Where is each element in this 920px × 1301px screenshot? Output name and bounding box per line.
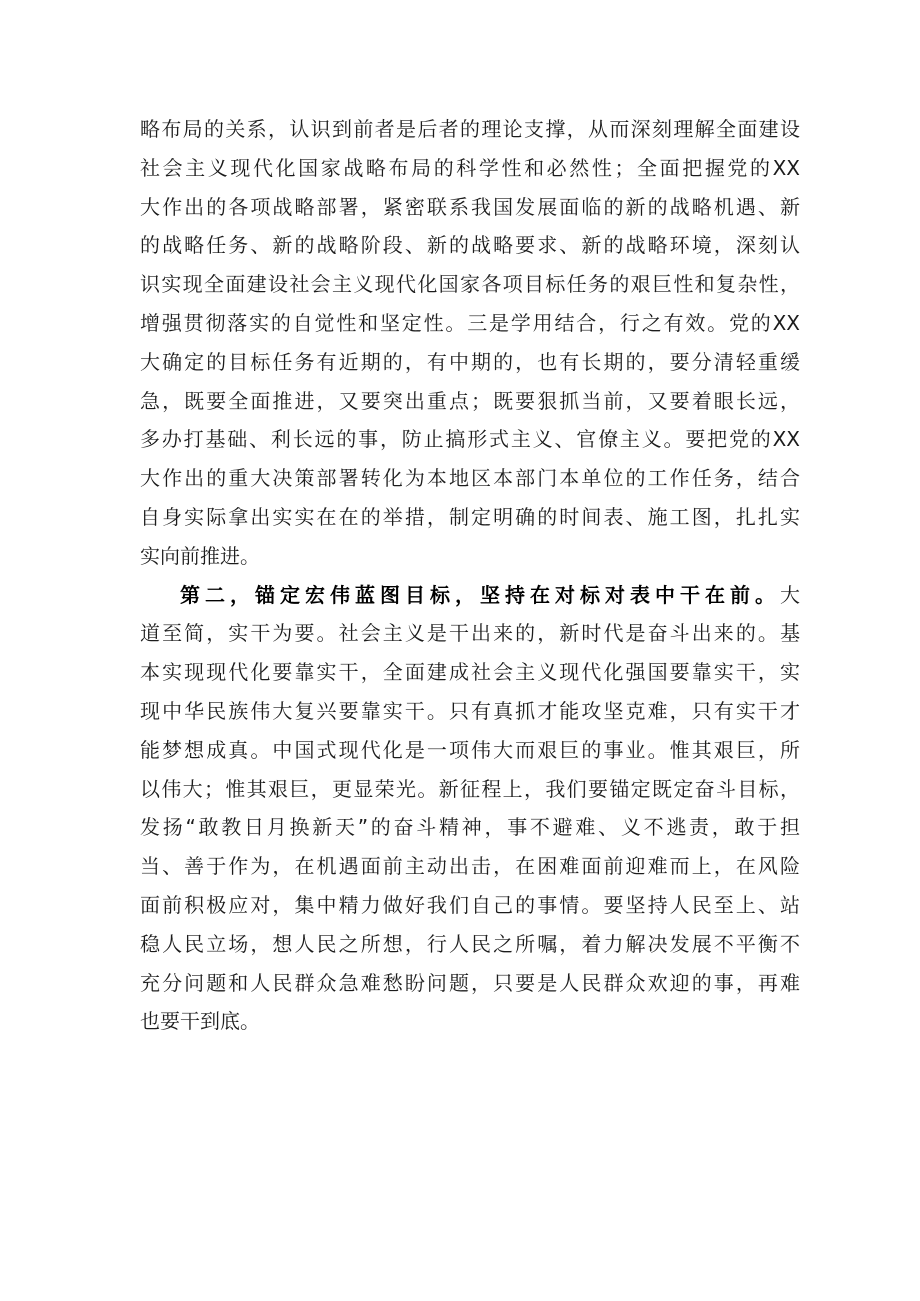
section-heading: 第二，锚定宏伟蓝图目标，坚持在对标对表中干在前。 — [180, 582, 780, 607]
text-line: 能梦想成真。中国式现代化是一项伟大而艰巨的事业。惟其艰巨，所 — [140, 737, 800, 762]
text-line: 稳人民立场，想人民之所想，行人民之所嘱，着力解决发展不平衡不 — [140, 931, 800, 956]
text-line: 发扬“敢教日月换新天”的奋斗精神，事不避难、义不逃责，敢于担 — [140, 815, 800, 840]
document-body — [140, 110, 800, 1041]
text-line: 当、善于作为，在机遇面前主动出击，在困难面前迎难而上，在风险 — [140, 854, 800, 879]
text-line: 略布局的关系，认识到前者是后者的理论支撑，从而深刻理解全面建设 — [140, 117, 800, 141]
text-line: 急，既要全面推进，又要突出重点；既要狠抓当前，又要着眼长远， — [140, 388, 800, 413]
text-line: 道至简，实干为要。社会主义是干出来的，新时代是奋斗出来的。基 — [140, 621, 800, 646]
text-fragment: 大 — [780, 582, 800, 607]
text-line: 大确定的目标任务有近期的，有中期的，也有长期的，要分清轻重缓 — [140, 349, 800, 374]
text-line: 充分问题和人民群众急难愁盼问题，只要是人民群众欢迎的事，再难 — [140, 970, 800, 995]
text-line: 现中华民族伟大复兴要靠实干。只有真抓才能攻坚克难，只有实干才 — [140, 698, 800, 723]
text-line: 本实现现代化要靠实干，全面建成社会主义现代化强国要靠实干，实 — [140, 660, 800, 685]
text-line: 多办打基础、利长远的事，防止搞形式主义、官僚主义。要把党的XX — [140, 427, 800, 452]
text-line: 大作出的重大决策部署转化为本地区本部门本单位的工作任务，结合 — [140, 466, 800, 491]
text-line: 实向前推进。 — [140, 543, 260, 568]
text-line: 面前积极应对，集中精力做好我们自己的事情。要坚持人民至上、站 — [140, 892, 800, 917]
text-line: 增强贯彻落实的自觉性和坚定性。三是学用结合，行之有效。党的XX — [140, 310, 800, 335]
text-line: 自身实际拿出实实在在的举措，制定明确的时间表、施工图，扎扎实 — [140, 504, 800, 529]
paragraph-2 — [140, 576, 800, 1042]
text-line: 也要干到底。 — [140, 1009, 260, 1034]
text-line: 识实现全面建设社会主义现代化国家各项目标任务的艰巨性和复杂性， — [140, 272, 800, 297]
text-line: 以伟大；惟其艰巨，更显荣光。新征程上，我们要锚定既定奋斗目标， — [140, 776, 800, 801]
paragraph-2-first-line — [140, 576, 800, 615]
paragraph-1 — [140, 110, 800, 576]
text-line: 大作出的各项战略部署，紧密联系我国发展面临的新的战略机遇、新 — [140, 194, 800, 219]
text-line: 的战略任务、新的战略阶段、新的战略要求、新的战略环境，深刻认 — [140, 233, 800, 258]
text-line: 社会主义现代化国家战略布局的科学性和必然性；全面把握党的XX — [140, 155, 800, 180]
